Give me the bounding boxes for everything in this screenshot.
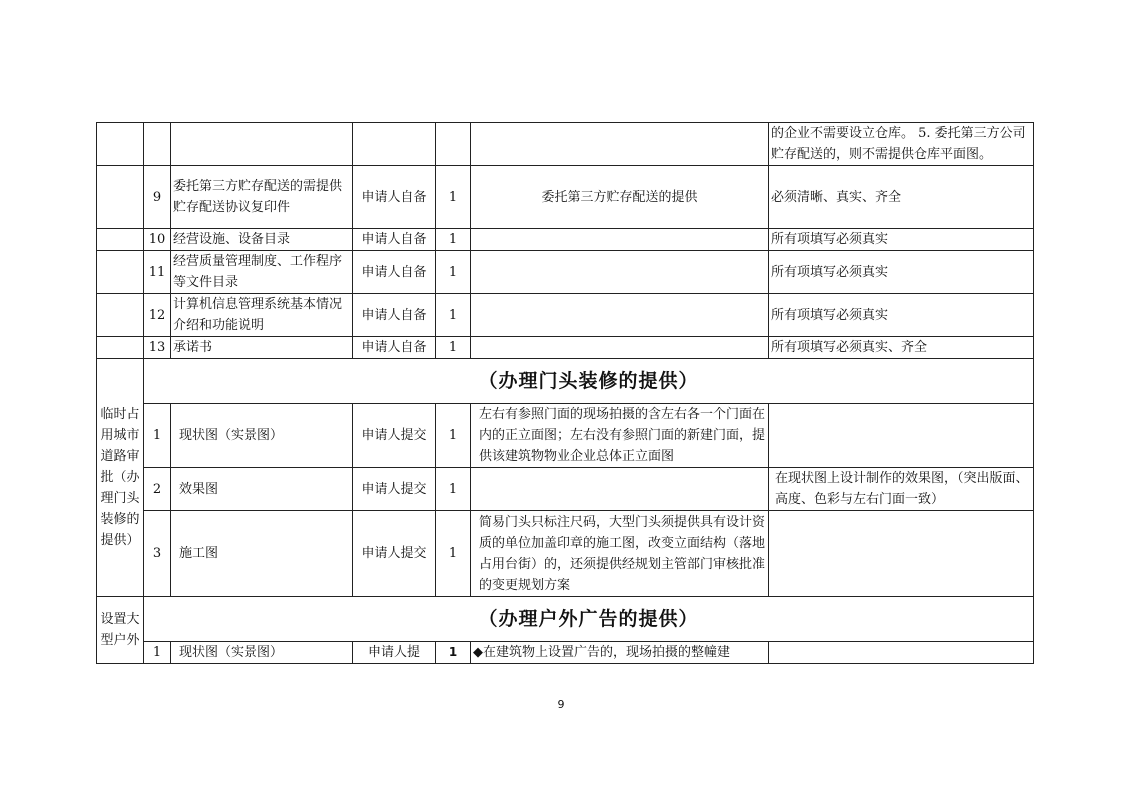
section-header-row (97, 597, 1034, 642)
item-requirement (769, 642, 1034, 664)
side-label-cell (97, 123, 144, 166)
item-number: 1 (144, 642, 171, 664)
item-name: 经营设施、设备目录 (171, 229, 353, 251)
item-note: 委托第三方贮存配送的提供 (471, 166, 769, 229)
item-count: 1 (436, 468, 471, 511)
item-number: 9 (144, 166, 171, 229)
item-requirement (769, 511, 1034, 597)
item-note (471, 294, 769, 337)
item-note (471, 468, 769, 511)
item-note (471, 229, 769, 251)
item-number: 2 (144, 468, 171, 511)
item-name: 效果图 (171, 468, 353, 511)
item-source: 申请人自备 (353, 251, 436, 294)
table-row (97, 166, 1034, 229)
table-row (97, 294, 1034, 337)
item-note: 左右有参照门面的现场拍摄的含左右各一个门面在内的正立面图；左右没有参照门面的新建门面，提供该建筑物物业企业总体正立面图 (471, 404, 769, 468)
item-count: 1 (436, 642, 471, 664)
item-name: 现状图（实景图） (171, 404, 353, 468)
item-source: 申请人提 (353, 642, 436, 664)
item-count: 1 (436, 404, 471, 468)
item-count: 1 (436, 251, 471, 294)
item-name: 计算机信息管理系统基本情况介绍和功能说明 (171, 294, 353, 337)
item-requirement: 所有项填写必须真实 (769, 251, 1034, 294)
item-number: 11 (144, 251, 171, 294)
item-note: 简易门头只标注尺码，大型门头须提供具有设计资质的单位加盖印章的施工图，改变立面结构（落地占用台街）的，还须提供经规划主管部门审核批准的变更规划方案 (471, 511, 769, 597)
item-requirement: 所有项填写必须真实 (769, 229, 1034, 251)
section-title: （办理户外广告的提供） (144, 597, 1034, 642)
section-side-label: 临时占用城市道路审批（办理门头装修的提供） (97, 359, 144, 597)
item-source: 申请人自备 (353, 294, 436, 337)
item-number: 12 (144, 294, 171, 337)
table-row (97, 404, 1034, 468)
item-source: 申请人提交 (353, 404, 436, 468)
table-row (97, 337, 1034, 359)
table-row (97, 468, 1034, 511)
section-side-label: 设置大型户外 (97, 597, 144, 664)
requirements-table (96, 122, 1034, 664)
table-row (97, 229, 1034, 251)
table-row (97, 123, 1034, 166)
item-number: 3 (144, 511, 171, 597)
item-number: 13 (144, 337, 171, 359)
item-count: 1 (436, 511, 471, 597)
item-source: 申请人提交 (353, 468, 436, 511)
item-name: 委托第三方贮存配送的需提供贮存配送协议复印件 (171, 166, 353, 229)
table-row (97, 511, 1034, 597)
item-requirement (769, 404, 1034, 468)
page-number: 9 (557, 698, 565, 711)
table-row (97, 642, 1034, 664)
item-source: 申请人提交 (353, 511, 436, 597)
item-requirement: 所有项填写必须真实 (769, 294, 1034, 337)
item-name: 经营质量管理制度、工作程序等文件目录 (171, 251, 353, 294)
item-name: 现状图（实景图） (171, 642, 353, 664)
item-note (471, 251, 769, 294)
item-requirement: 所有项填写必须真实、齐全 (769, 337, 1034, 359)
item-count: 1 (436, 166, 471, 229)
item-number: 10 (144, 229, 171, 251)
section-title: （办理门头装修的提供） (144, 359, 1034, 404)
item-source: 申请人自备 (353, 337, 436, 359)
item-count: 1 (436, 294, 471, 337)
item-name: 承诺书 (171, 337, 353, 359)
item-number: 1 (144, 404, 171, 468)
section-header-row (97, 359, 1034, 404)
item-name: 施工图 (171, 511, 353, 597)
table-row (97, 251, 1034, 294)
item-count: 1 (436, 337, 471, 359)
item-note: ◆在建筑物上设置广告的，现场拍摄的整幢建 (471, 642, 769, 664)
item-note (471, 337, 769, 359)
item-source: 申请人自备 (353, 229, 436, 251)
item-requirement: 必须清晰、真实、齐全 (769, 166, 1034, 229)
item-requirement: 在现状图上设计制作的效果图，（突出版面、高度、色彩与左右门面一致） (769, 468, 1034, 511)
item-source: 申请人自备 (353, 166, 436, 229)
requirement-cell: 的企业不需要设立仓库。 5. 委托第三方公司贮存配送的，则不需提供仓库平面图。 (769, 123, 1034, 166)
item-count: 1 (436, 229, 471, 251)
